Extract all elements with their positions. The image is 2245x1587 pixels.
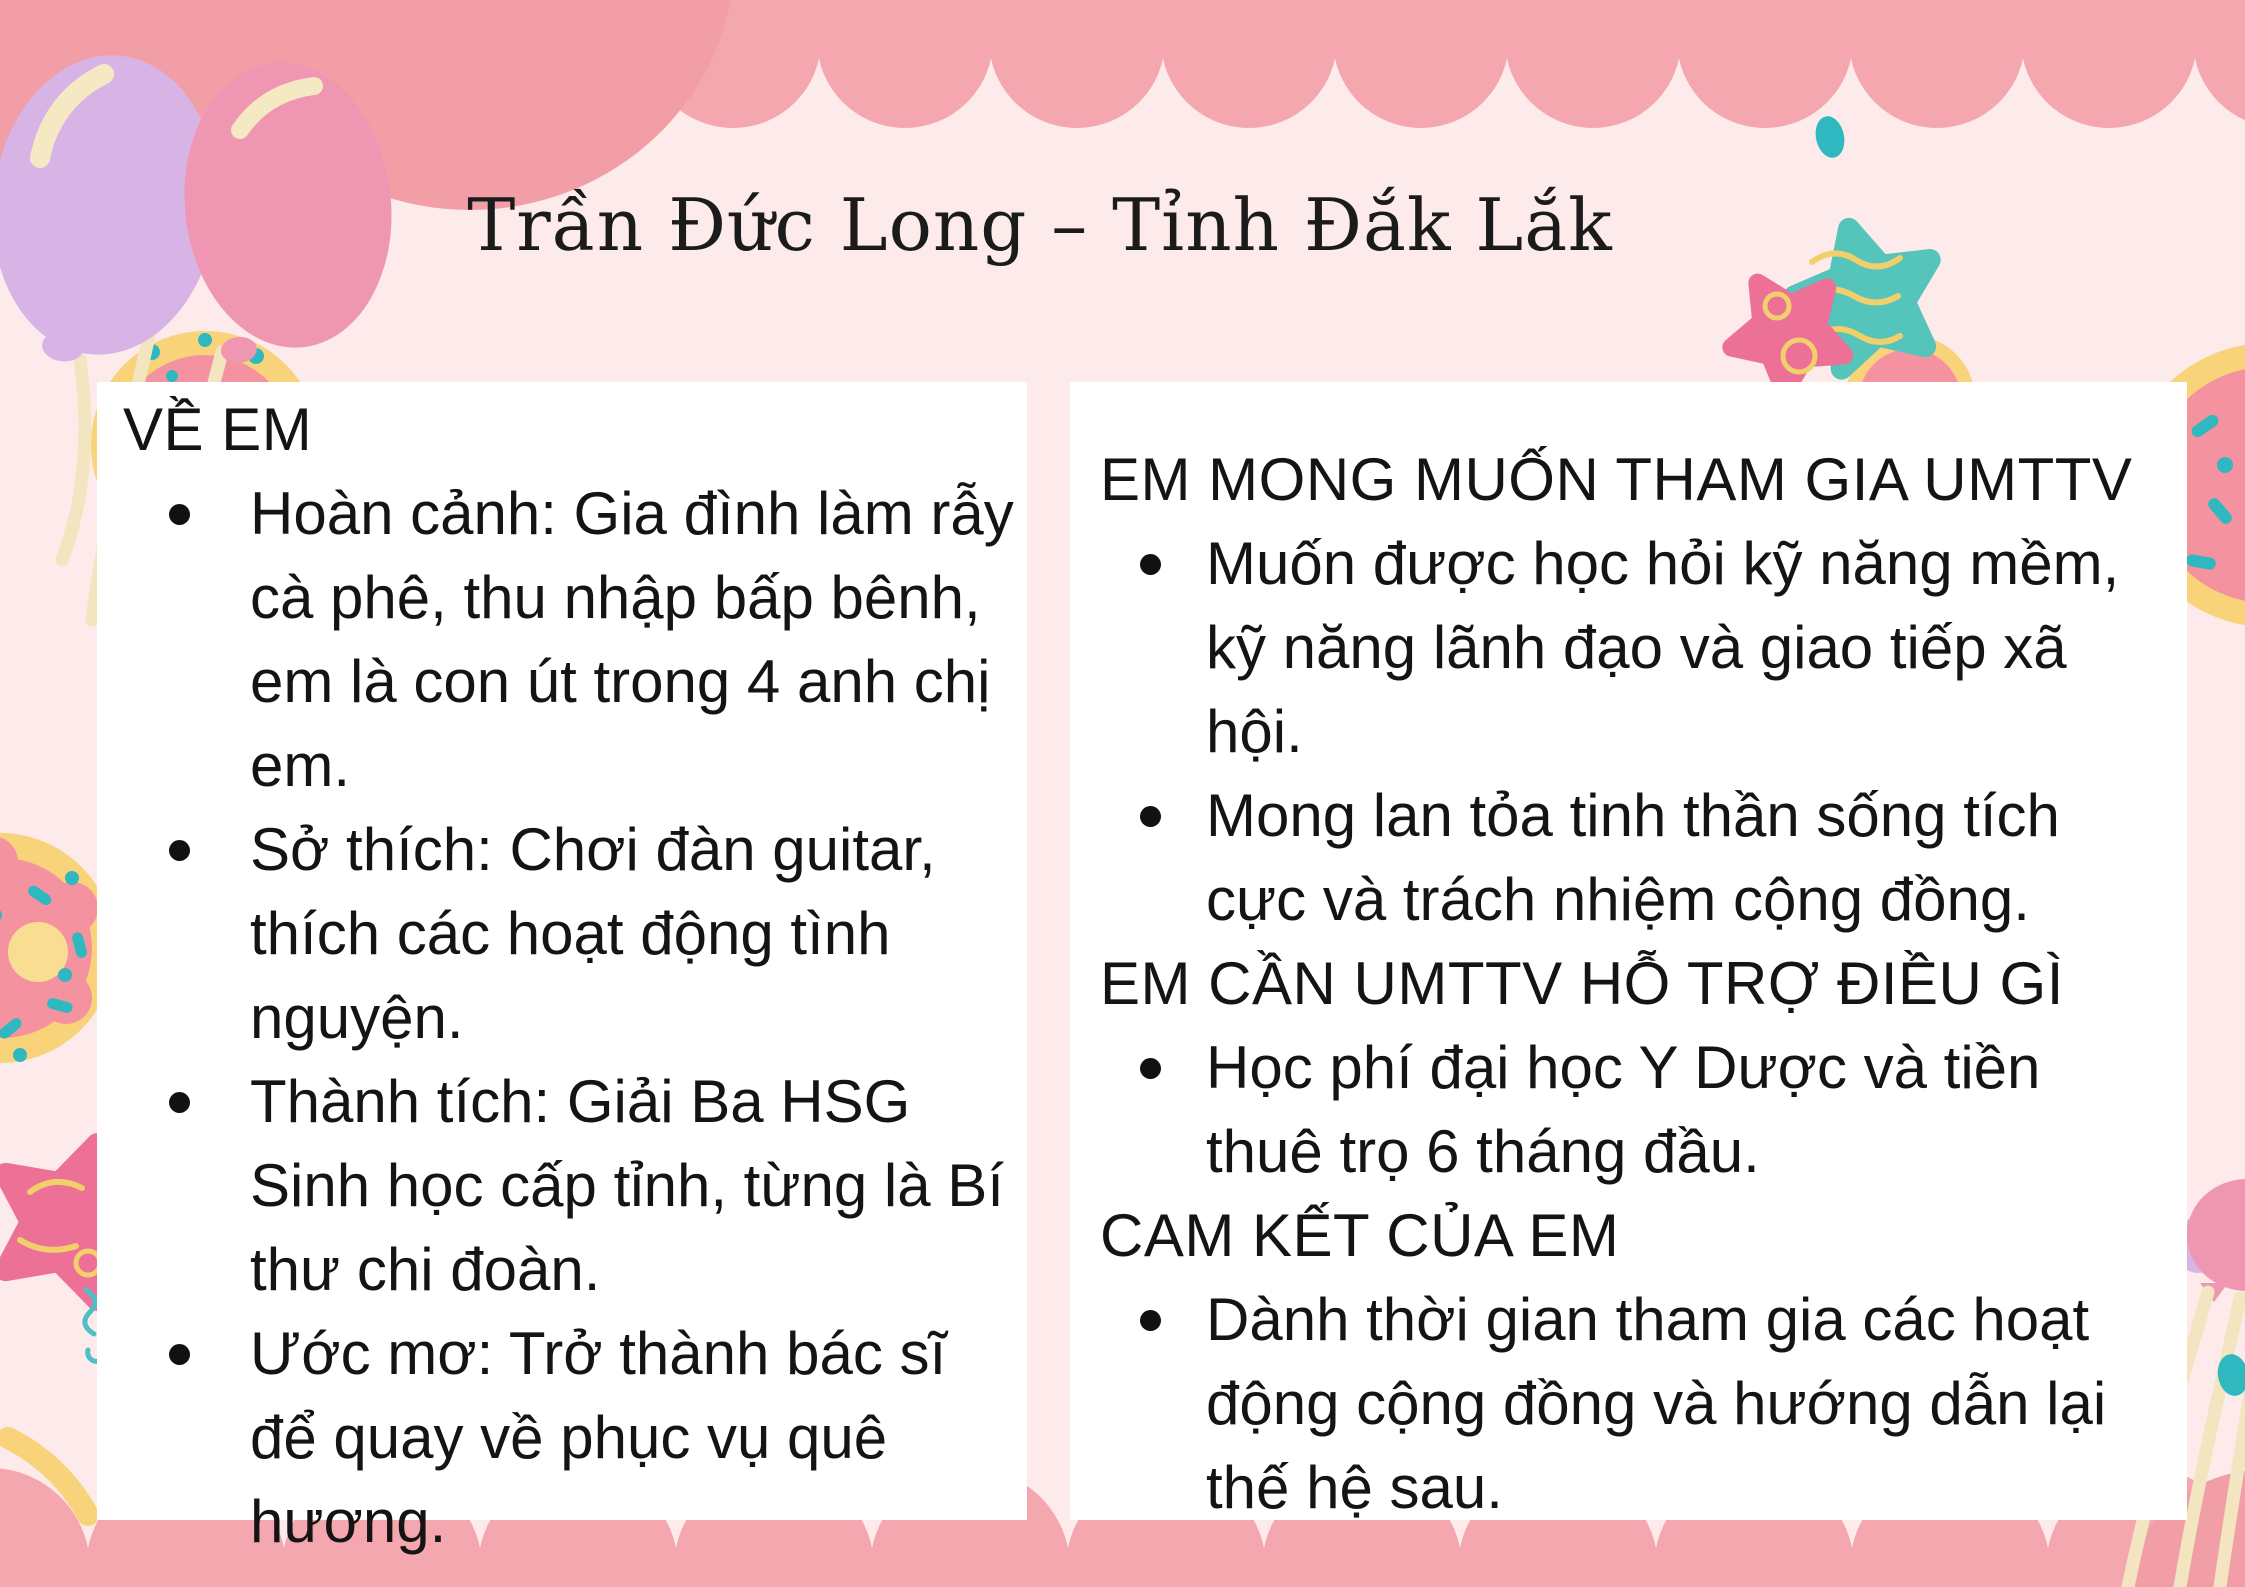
- confetti-dot-icon: [1812, 114, 1848, 161]
- bullet-list: [1100, 1278, 2187, 1530]
- balloon-pink-icon: [2187, 1179, 2245, 1302]
- bullet-list: [1100, 1026, 2187, 1194]
- section-heading: VỀ EM: [123, 396, 313, 463]
- list-item: Hoàn cảnh: Gia đình làm rẫy cà phê, thu nhập bấp bênh, em là con út trong 4 anh chị em.: [123, 472, 1027, 808]
- list-item: Thành tích: Giải Ba HSG Sinh học cấp tỉnh, từng là Bí thư chi đoàn.: [123, 1060, 1027, 1312]
- bullet-list: [123, 472, 1027, 1564]
- list-item: Sở thích: Chơi đàn guitar, thích các hoạt động tình nguyện.: [123, 808, 1027, 1060]
- section-heading: EM CẦN UMTTV HỖ TRỢ ĐIỀU GÌ: [1100, 950, 2064, 1017]
- list-item: Ước mơ: Trở thành bác sĩ để quay về phục vụ quê hương.: [123, 1312, 1027, 1564]
- section-heading: CAM KẾT CỦA EM: [1100, 1202, 1620, 1269]
- list-item: Dành thời gian tham gia các hoạt động cộng đồng và hướng dẫn lại thế hệ sau.: [1100, 1278, 2187, 1530]
- page-title: Trần Đức Long – Tỉnh Đắk Lắk: [467, 183, 1613, 267]
- list-item: Học phí đại học Y Dược và tiền thuê trọ 6 tháng đầu.: [1100, 1026, 2187, 1194]
- list-item: Mong lan tỏa tinh thần sống tích cực và trách nhiệm cộng đồng.: [1100, 774, 2187, 942]
- list-item: Muốn được học hỏi kỹ năng mềm, kỹ năng lãnh đạo và giao tiếp xã hội.: [1100, 522, 2187, 774]
- bullet-list: [1100, 522, 2187, 942]
- section-heading: EM MONG MUỐN THAM GIA UMTTV: [1100, 446, 2133, 513]
- left-panel: [97, 382, 1027, 1555]
- right-panel: [1070, 382, 2187, 1520]
